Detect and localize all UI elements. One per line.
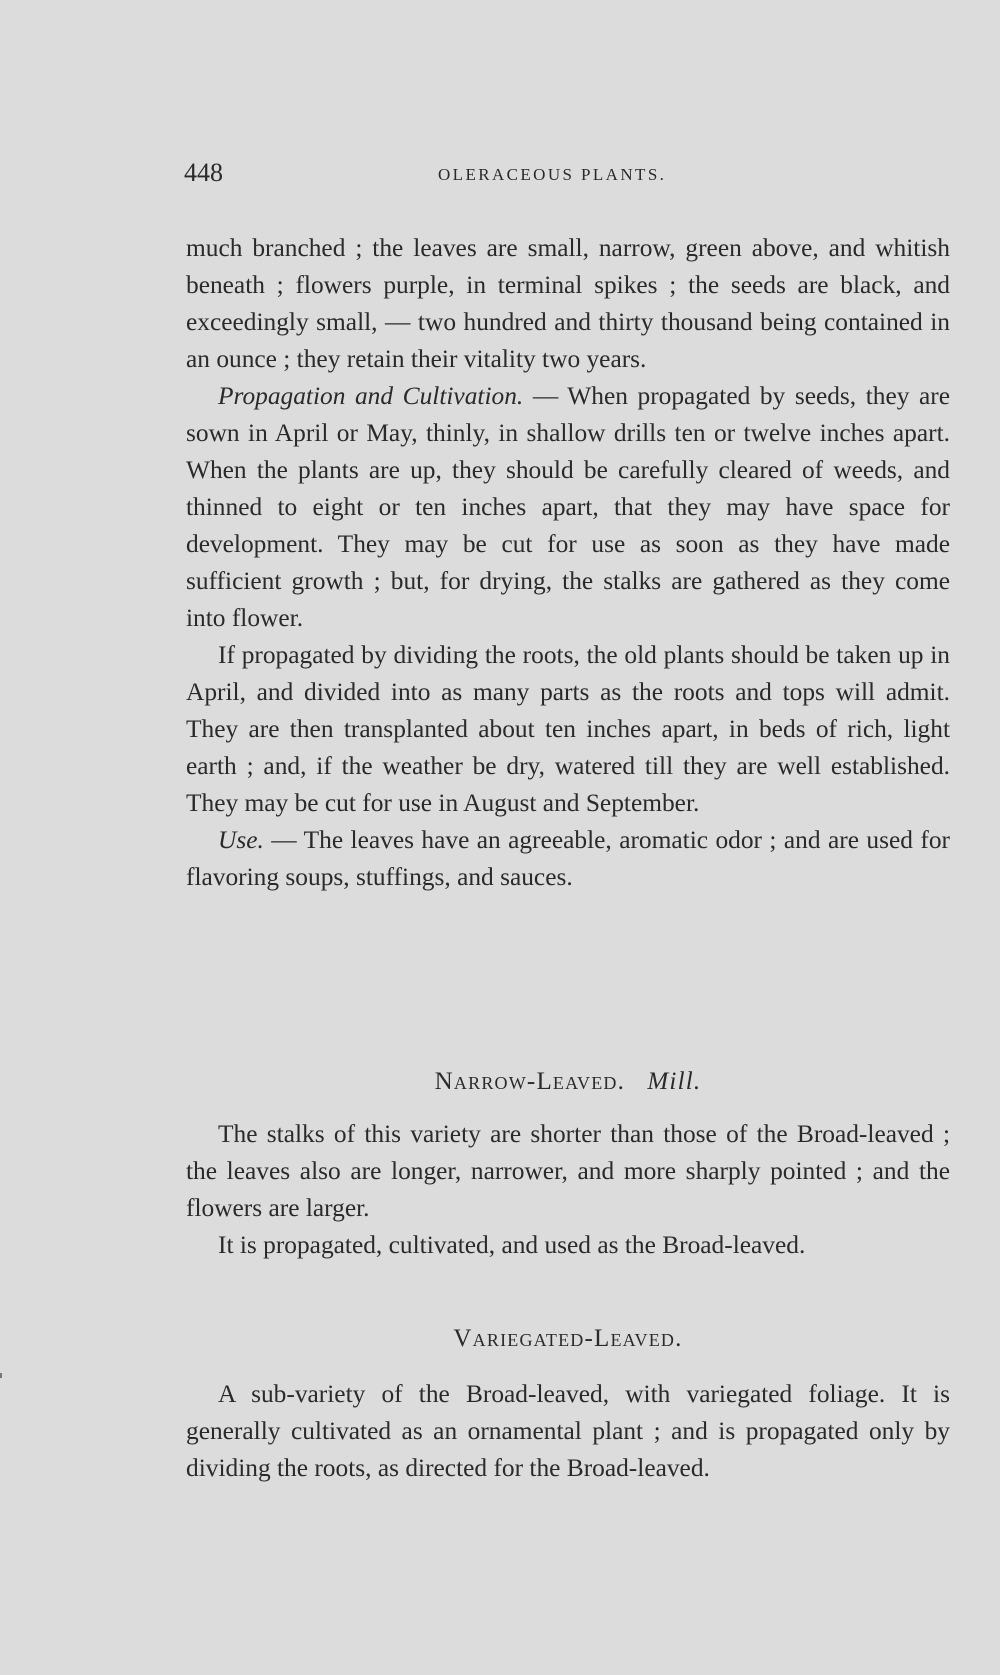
propagation-text: — When propagated by seeds, they are sown in April or May, thinly, in shallow drills ten or twelve inches apart. When the plants are up, they should be carefully cleared of weeds, and thinned to eight or ten inches apart, that they may have space for development. They may be cut for use as soon as they have made sufficient growth ; but, for drying, the stalks are gathered as they come into flower. (186, 382, 950, 632)
narrow-leaved-heading (186, 1068, 950, 1096)
variegated-leaved-heading (186, 1325, 950, 1353)
edge-speck (0, 1373, 2, 1378)
main-text (186, 230, 950, 896)
narrow-leaved-title: Narrow-Leaved. (434, 1068, 626, 1095)
variegated-leaved-title: Variegated-Leaved. (453, 1325, 683, 1352)
variegated-leaved-paragraph: A sub-variety of the Broad-leaved, with variegated foliage. It is generally cultivated as an ornamental plant ; and is propagated only by dividing the roots, as directed for the Broad-leaved. (186, 1380, 950, 1482)
running-head: OLERACEOUS PLANTS. (438, 165, 667, 184)
page-number: 448 (184, 158, 223, 187)
paragraph-use (186, 822, 950, 896)
narrow-leaved-paragraph-2: It is propagated, cultivated, and used as the Broad-leaved. (218, 1231, 806, 1259)
narrow-leaved-authority: Mill. (647, 1068, 702, 1095)
page-header (184, 158, 946, 194)
paragraph-continued: much branched ; the leaves are small, narrow, green above, and whitish beneath ; flowers purple, in terminal spikes ; the seeds are black, and exceedingly small, — two hundred and thirty thousand being contained in an ounce ; they retain their vitality two years. (186, 234, 950, 373)
paragraph-propagation (186, 378, 950, 637)
narrow-leaved-section (186, 1116, 950, 1264)
narrow-leaved-paragraph-1: The stalks of this variety are shorter than those of the Broad-leaved ; the leaves also are longer, narrower, and more sharply pointed ; and the flowers are larger. (186, 1120, 950, 1222)
propagation-label: Propagation and Cultivation. (218, 382, 524, 410)
use-label: Use. (218, 826, 264, 854)
paragraph-roots: If propagated by dividing the roots, the old plants should be taken up in April, and divided into as many parts as the roots and tops will admit. They are then transplanted about ten inches apart, in beds of rich, light earth ; and, if the weather be dry, watered till they are well established. They may be cut for use in August and September. (186, 641, 950, 817)
variegated-leaved-section (186, 1376, 950, 1487)
use-text: — The leaves have an agreeable, aromatic odor ; and are used for flavoring soups, stuffings, and sauces. (186, 826, 950, 891)
